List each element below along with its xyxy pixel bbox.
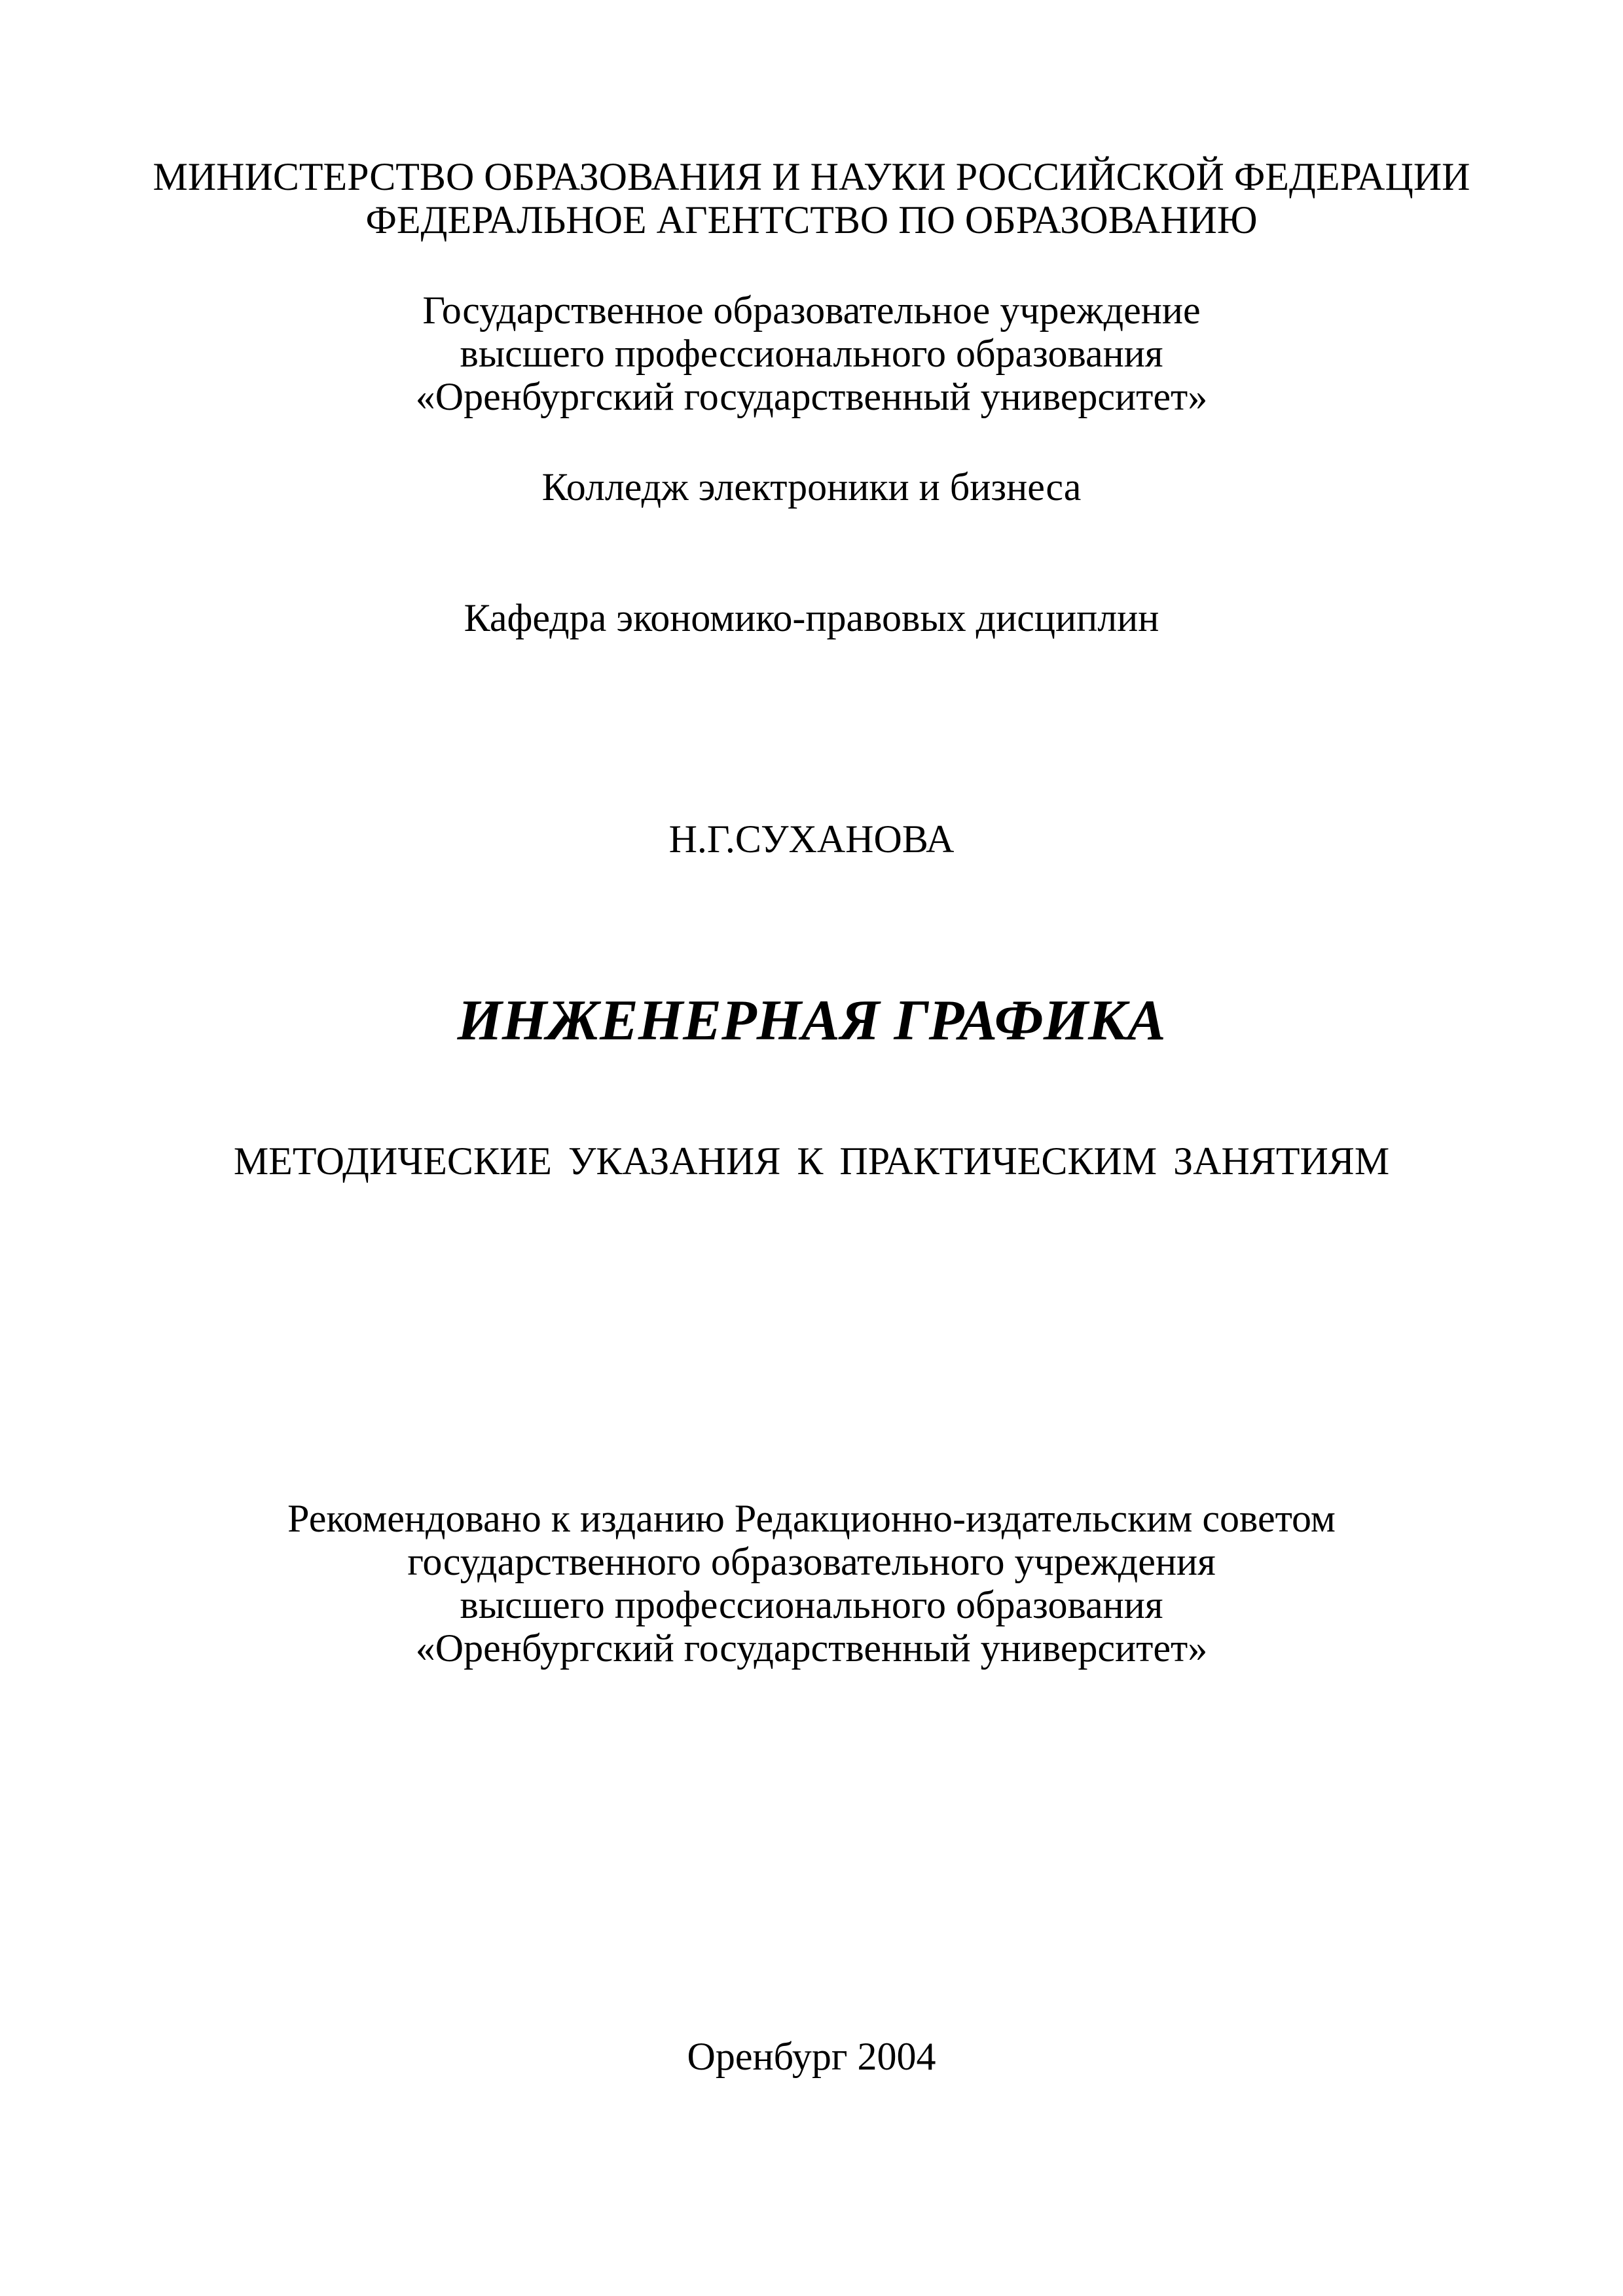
recommendation-line-3: высшего профессионального образования [460,1583,1163,1626]
recommendation-line-4: «Оренбургский государственный университет» [415,1626,1208,1670]
document-subtitle: МЕТОДИЧЕСКИЕ УКАЗАНИЯ К ПРАКТИЧЕСКИМ ЗАНЯТИЯМ [233,1139,1390,1183]
ministry-line-1: МИНИСТЕРСТВО ОБРАЗОВАНИЯ И НАУКИ РОССИЙСКОЙ ФЕДЕРАЦИИ [153,155,1470,198]
author-name: Н.Г.СУХАНОВА [668,817,955,861]
department-name: Кафедра экономико-правовых дисциплин [464,596,1159,639]
ministry-line-2: ФЕДЕРАЛЬНОЕ АГЕНТСТВО ПО ОБРАЗОВАНИЮ [365,198,1258,242]
institution-line-2: высшего профессионального образования [460,332,1163,375]
document-title: ИНЖЕНЕРНАЯ ГРАФИКА [457,989,1166,1052]
place-and-year: Оренбург 2004 [687,2035,936,2078]
institution-line-1: Государственное образовательное учреждение [422,289,1201,332]
recommendation-line-2: государственного образовательного учреждения [407,1540,1216,1583]
recommendation-line-1: Рекомендовано к изданию Редакционно-издательским советом [287,1497,1336,1540]
institution-line-3: «Оренбургский государственный университет» [415,375,1208,418]
college-name: Колледж электроники и бизнеса [541,465,1082,509]
